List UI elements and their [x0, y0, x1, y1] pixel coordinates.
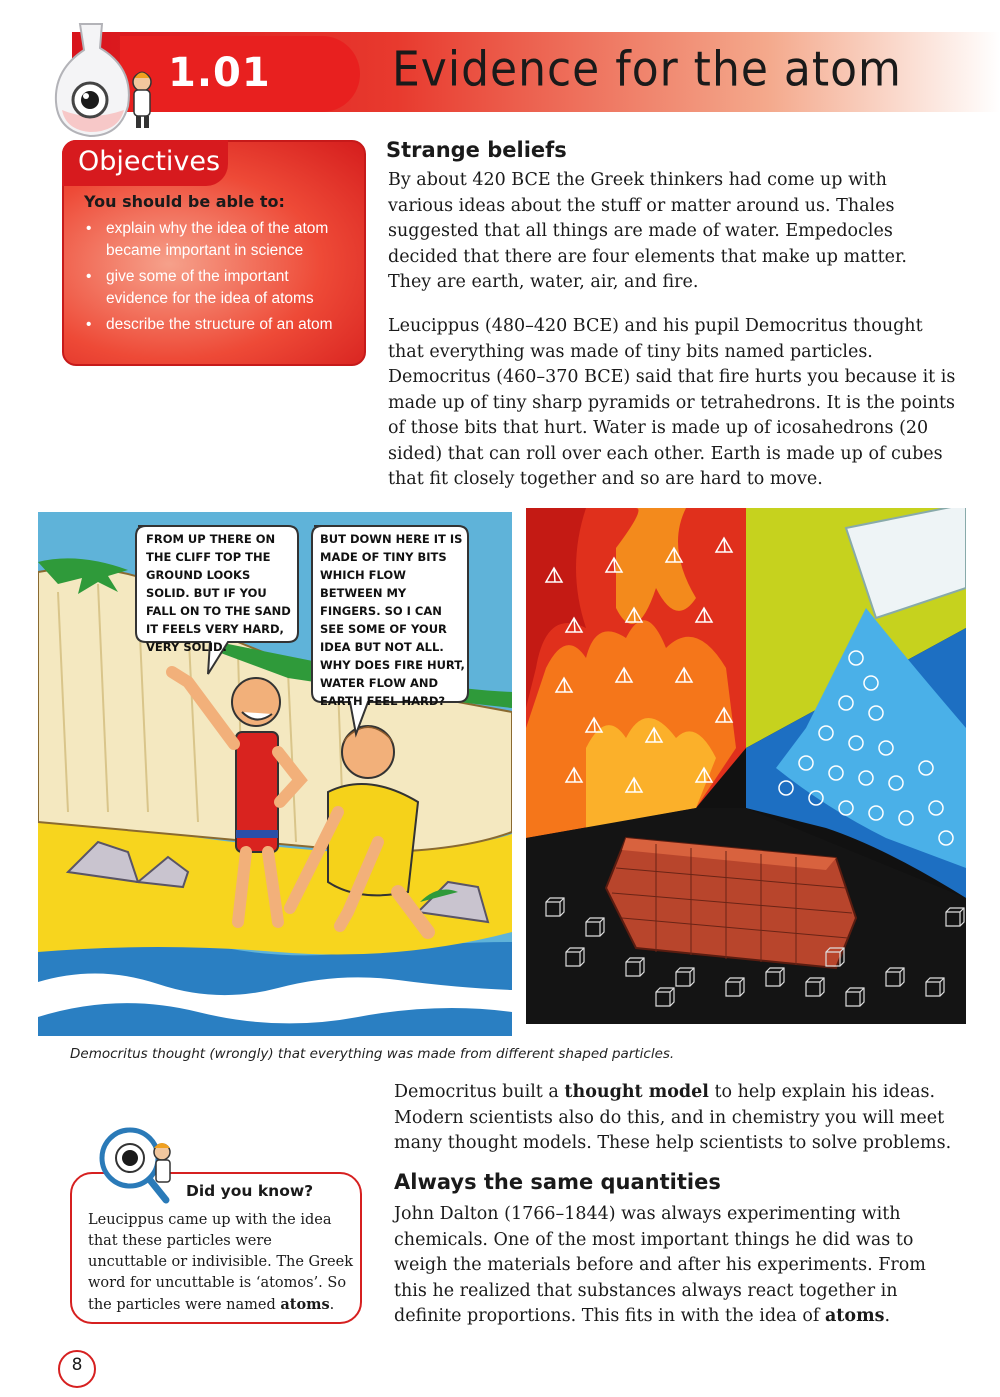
page-title: Evidence for the atom [392, 41, 902, 98]
paragraph-dalton [394, 1202, 944, 1330]
paragraph-text: Democritus built a [394, 1082, 565, 1102]
comic-illustration [38, 512, 512, 1036]
objective-item: • describe the structure of an atom [80, 314, 350, 336]
heading-strange-beliefs: Strange beliefs [386, 138, 567, 162]
paragraph-text: to help explain his ideas. Modern scientists also do this, and in chemistry you will meet many thought models. These help scientists to solve problems. [394, 1082, 952, 1153]
paragraph-greek-thinkers: By about 420 BCE the Greek thinkers had come up with various ideas about the stuff or matter around us. Thales suggested that all things are made of water. Empedocles decided that there are four elements that make up matter. They are earth, water, air, and fire. [388, 170, 907, 292]
flask-mascot-icon [50, 18, 160, 138]
paragraph-text: John Dalton (1766–1844) was always experimenting with chemicals. One of the most important things he did was to weigh the materials before and after his experiments. From this he realized that substances always react together in definite proportions. This fits in with the idea of [394, 1204, 926, 1326]
paragraph-text: . [884, 1306, 891, 1326]
particle-model-illustration [526, 508, 966, 1024]
term-thought-model: thought model [564, 1082, 709, 1102]
paragraph-democritus: Leucippus (480–420 BCE) and his pupil Democritus thought that everything was made of tiny bits named particles. Democritus (460–370 BCE) said that fire hurts you because it is made up of tiny sharp pyramids or tetrahedrons. It is the points of those bits that hurt. Water is made up of icosahedrons (20 sided) that can roll over each other. Earth is made up of cubes that fit closely together and so are hard to move. [388, 316, 956, 489]
term-atoms: atoms [824, 1306, 885, 1326]
speech-bubble-cliff: FROM UP THERE ON THE CLIFF TOP THE GROUND LOOKS SOLID. BUT IF YOU FALL ON TO THE SAND IT FEELS VERY HARD, VERY SOLID. [146, 532, 291, 654]
objectives-title: Objectives [78, 146, 221, 177]
objectives-lead: You should be able to: [84, 192, 285, 211]
figure-caption: Democritus thought (wrongly) that everything was made from different shaped particles. [70, 1046, 675, 1062]
lesson-number: 1.01 [168, 50, 271, 96]
paragraph-thought-model [394, 1080, 964, 1157]
did-you-know-title: Did you know? [186, 1182, 314, 1200]
objectives-list [80, 218, 350, 340]
magnifier-mascot-icon [96, 1122, 188, 1208]
did-you-know-body: . [329, 1297, 335, 1313]
speech-bubble-sand: BUT DOWN HERE IT IS MADE OF TINY BITS WHICH FLOW BETWEEN MY FINGERS. SO I CAN SEE SOME OF YOUR IDEA BUT NOT ALL. WHY DOES FIRE HURT, WATER FLOW AND EARTH FEEL HARD? [320, 532, 465, 708]
did-you-know-body: Leucippus came up with the idea that these particles were uncuttable or indivisible. The Greek word for uncuttable is ‘atomos’. So the particles were named [88, 1212, 354, 1313]
objective-item: • give some of the important evidence for the idea of atoms [80, 266, 350, 310]
objective-item: • explain why the idea of the atom became important in science [80, 218, 350, 262]
did-you-know-text [88, 1210, 354, 1316]
page-number: 8 [71, 1355, 83, 1375]
heading-always-same-quantities: Always the same quantities [394, 1170, 721, 1194]
term-atoms: atoms [280, 1296, 330, 1313]
